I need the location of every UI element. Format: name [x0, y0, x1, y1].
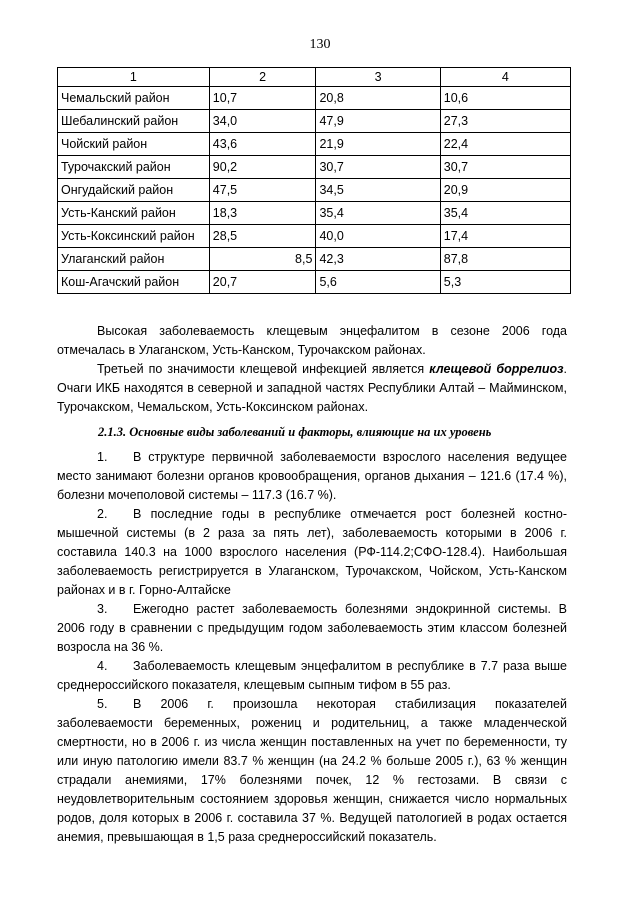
table-row: [58, 225, 571, 248]
list-item: [57, 695, 567, 847]
table-cell: 34,5: [316, 179, 440, 202]
table-row: [58, 133, 571, 156]
list-item-number: 3.: [97, 602, 108, 616]
table-cell: 20,7: [209, 271, 316, 294]
intro-text: [57, 322, 567, 417]
table-cell: 18,3: [209, 202, 316, 225]
table-row: [58, 110, 571, 133]
list-item-text: В последние годы в республике отмечается рост болезней костно-мышечной системы (в 2 раза за пять лет), заболеваемость которыми в 2006 г. составила 140.3 на 1000 взрослого населения (РФ-114.2;СФО-128.4). Наибольшая заболеваемость регистрируется в Улаганском, Турочакском, Чойском, Усть-Канском районах и в г. Горно-Алтайске: [57, 507, 567, 597]
table-cell: 21,9: [316, 133, 440, 156]
table-row: [58, 179, 571, 202]
table-cell: 42,3: [316, 248, 440, 271]
table-cell: 17,4: [440, 225, 570, 248]
table-header-cell: 2: [209, 68, 316, 87]
table-cell: 8,5: [209, 248, 316, 271]
district-name-cell: Улаганский район: [58, 248, 210, 271]
district-name-cell: Усть-Канский район: [58, 202, 210, 225]
paragraph-encephalitis: Высокая заболеваемость клещевым энцефалитом в сезоне 2006 года отмечалась в Улаганском, Усть-Канском, Турочакском районах.: [57, 324, 567, 357]
page-number: 130: [309, 37, 331, 52]
list-item: [57, 448, 567, 505]
district-name-cell: Чойский район: [58, 133, 210, 156]
table-cell: 90,2: [209, 156, 316, 179]
table-cell: 10,6: [440, 87, 570, 110]
table-cell: 28,5: [209, 225, 316, 248]
table-cell: 5,3: [440, 271, 570, 294]
table-cell: 35,4: [316, 202, 440, 225]
table-cell: 20,9: [440, 179, 570, 202]
emphasized-term: клещевой боррелиоз: [429, 362, 564, 376]
table-cell: 35,4: [440, 202, 570, 225]
table-cell: 10,7: [209, 87, 316, 110]
findings-list: [57, 448, 567, 847]
district-table: [57, 67, 571, 294]
district-name-cell: Турочакский район: [58, 156, 210, 179]
table-cell: 40,0: [316, 225, 440, 248]
district-name-cell: Кош-Агачский район: [58, 271, 210, 294]
table-cell: 34,0: [209, 110, 316, 133]
table-cell: 30,7: [440, 156, 570, 179]
district-name-cell: Онгудайский район: [58, 179, 210, 202]
table-cell: 30,7: [316, 156, 440, 179]
list-item-number: 5.: [97, 697, 108, 711]
table-row: [58, 202, 571, 225]
table-cell: 5,6: [316, 271, 440, 294]
list-item-number: 4.: [97, 659, 108, 673]
table-row: [58, 271, 571, 294]
section-heading: 2.1.3. Основные виды заболеваний и факторы, влияющие на их уровень: [98, 425, 492, 439]
list-item-number: 1.: [97, 450, 108, 464]
list-item-text: В 2006 г. произошла некоторая стабилизация показателей заболеваемости беременных, рожениц и родительниц, а также младенческой смертности, но в 2006 г. из числа женщин поставленных на учет по беременности, ту или иную патологию имели 83.7 % женщин (на 24.2 % больше 2005 г.), 63 % женщин страдали анемиями, 17% болезнями почек, 12 % гестозами. В связи с неудовлетворительным состоянием здоровья женщин, снижается число нормальных родов, доля которых в 2006 г. составила 37 %. Ведущей патологией в родах остается анемия, превышающая в 1,5 раза среднероссийский показатель.: [57, 697, 567, 844]
table-cell: 47,9: [316, 110, 440, 133]
list-item: [57, 657, 567, 695]
list-item-text: В структуре первичной заболеваемости взрослого населения ведущее место занимают болезни органов кровообращения, органов дыхания – 121.6 (17.4 %), болезни мочеполовой системы – 117.3 (16.7 %).: [57, 450, 567, 502]
table-cell: 27,3: [440, 110, 570, 133]
table-cell: 87,8: [440, 248, 570, 271]
table-header-cell: 4: [440, 68, 570, 87]
paragraph-text: Третьей по значимости клещевой инфекцией является: [97, 362, 430, 376]
table-cell: 20,8: [316, 87, 440, 110]
list-item: [57, 505, 567, 600]
district-name-cell: Чемальский район: [58, 87, 210, 110]
district-name-cell: Усть-Коксинский район: [58, 225, 210, 248]
table-cell: 22,4: [440, 133, 570, 156]
paragraph-borreliosis: [57, 360, 567, 417]
table-row: [58, 156, 571, 179]
paragraph-text: . Очаги ИКБ находятся в северной и западной частях Республики Алтай – Майминском, Турочакском, Чемальском, Усть-Коксинском районах.: [57, 362, 567, 414]
table-header-row: [58, 68, 571, 87]
table-row: [58, 87, 571, 110]
table-row: [58, 248, 571, 271]
district-name-cell: Шебалинский район: [58, 110, 210, 133]
table-header-cell: 1: [58, 68, 210, 87]
list-item-text: Заболеваемость клещевым энцефалитом в республике в 7.7 раза выше среднероссийского показателя, клещевым сыпным тифом в 55 раз.: [57, 659, 567, 692]
table-cell: 43,6: [209, 133, 316, 156]
table-header-cell: 3: [316, 68, 440, 87]
table-cell: 47,5: [209, 179, 316, 202]
list-item-text: Ежегодно растет заболеваемость болезнями эндокринной системы. В 2006 году в сравнении с предыдущим годом заболеваемость этим классом болезней возросла на 36 %.: [57, 602, 567, 654]
list-item-number: 2.: [97, 507, 108, 521]
list-item: [57, 600, 567, 657]
